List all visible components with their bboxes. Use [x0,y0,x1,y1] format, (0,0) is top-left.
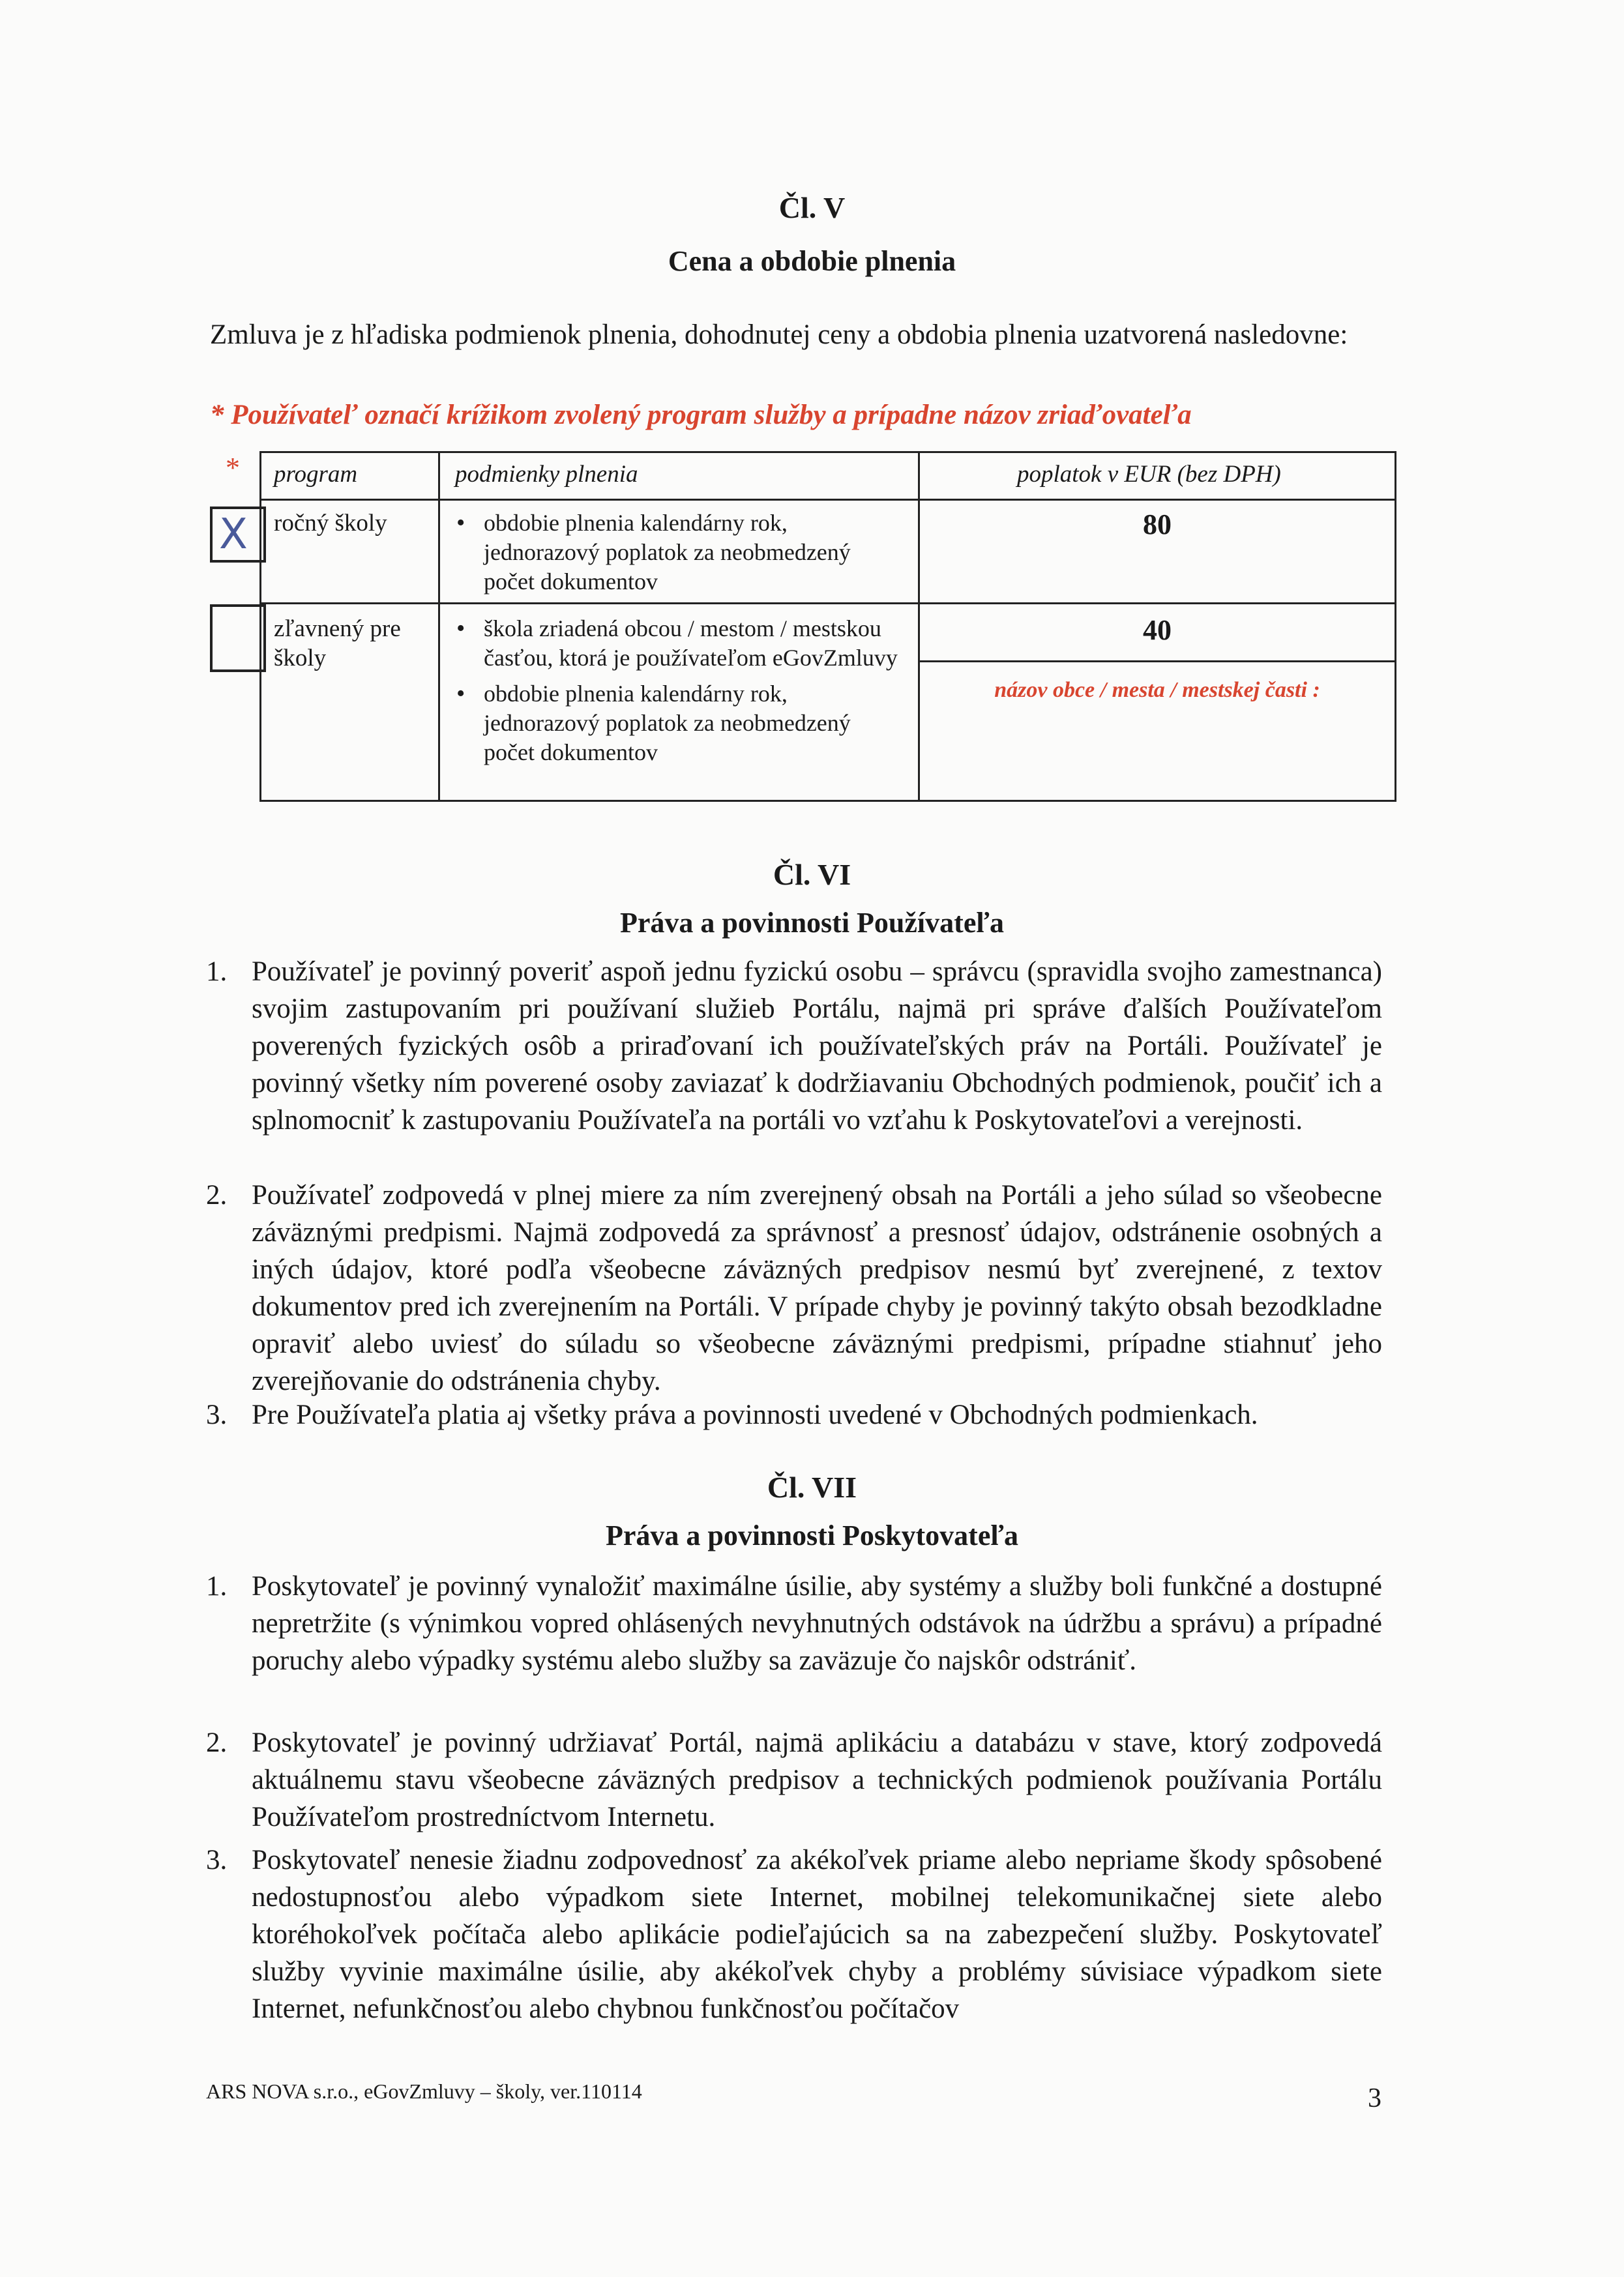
selection-note: * Používateľ označí krížikom zvolený program služby a prípadne názov zriaďovateľa [210,400,1192,430]
footer-text: ARS NOVA s.r.o., eGovZmluvy – školy, ver.110114 [206,2079,642,2103]
list-number: 3. [206,1400,228,1430]
provider-duty-item [206,1724,1382,1842]
list-number: 2. [206,1180,228,1211]
list-text: Poskytovateľ nenesie žiadnu zodpovednosť za akékoľvek priame alebo nepriame škody spôsobené nedostupnosťou alebo výpadkom siete Internet, mobilnej telekomunikačnej siete alebo ktoréhokoľvek počítača alebo aplikácie podieľajúcich sa na zabezpečení služby. Poskytovateľ služby vyvinie maximálne úsilie, aby akékoľvek chyby a problémy súvisiace výpadkom siete Internet, nefunkčnosťou alebo chybnou funkčnosťou počítačov [252,1845,1382,2024]
user-duty-item [206,953,1382,1175]
article-7-title: Práva a povinnosti Poskytovateľa [606,1520,1018,1551]
list-text: Používateľ zodpovedá v plnej miere za ním zverejnený obsah na Portáli a jeho súlad so všeobecne záväznými predpismi. Najmä zodpovedá za správnosť a presnosť údajov, odstránenie osobných a iných údajov, ktoré podľa všeobecne záväzných predpisov nesmú byť zverejnené, z textov dokumentov pred ich zverejnením na Portáli. V prípade chyby je povinný takýto obsah bezodkladne opraviť alebo uviesť do súladu so všeobecne záväznými predpismi, prípadne stiahnuť jeho zverejňovanie do odstránenia chyby. [252,1180,1382,1396]
program-table [0,0,1624,847]
page-number: 3 [1368,2083,1381,2113]
list-text: Poskytovateľ je povinný udržiavať Portál, najmä aplikáciu a databázu v stave, ktorý zodpovedá aktuálnemu stavu všeobecne záväzných predpisov a technických podmienok používania Portálu Používateľom prostredníctvom Internetu. [252,1727,1382,1832]
provider-duty-item [206,1842,1382,2037]
checkbox-x-mark: X [219,510,248,559]
article-6-number: Čl. VI [773,858,851,891]
municipality-name-field[interactable]: názov obce / mesta / mestskej časti : [994,678,1320,702]
condition-item: • obdobie plnenia kalendárny rok, jednorazový poplatok za neobmedzený počet dokumentov [455,508,905,596]
table-star: * [226,452,240,484]
list-text: Používateľ je povinný poveriť aspoň jednu fyzickú osobu – správcu (spravidla svojho zamestnanca) svojim zastupovaním pri používaní služieb Portálu, najmä pri správe ďalších Používateľom poverených fyzických osôb a priraďovaní ich používateľských práv na Portáli. Používateľ je povinný všetky ním poverené osoby zaviazať k dodržiavaniu Obchodných podmienok, poučiť ich a splnomocniť k zastupovaniu Používateľa na portáli vo vzťahu k Poskytovateľovi a verejnosti. [252,956,1382,1136]
intro-paragraph: Zmluva je z hľadiska podmienok plnenia, dohodnutej ceny a obdobia plnenia uzatvorená nasledovne: [210,319,1348,350]
program-annual-label: ročný školy [274,510,387,536]
program-annual-checkbox[interactable] [210,507,266,563]
header-program: program [274,461,358,488]
program-discount-checkbox[interactable] [210,604,266,672]
list-number: 3. [206,1845,228,1875]
list-text: Pre Používateľa platia aj všetky práva a povinnosti uvedené v Obchodných podmienkach. [252,1400,1258,1430]
condition-item: • obdobie plnenia kalendárny rok, jednorazový poplatok za neobmedzený počet dokumentov [455,679,905,767]
program-discount-conditions [455,614,905,774]
program-annual-price: 80 [1143,508,1172,540]
list-number: 2. [206,1727,228,1758]
article-5-title: Cena a obdobie plnenia [668,245,956,277]
article-7-number: Čl. VII [767,1471,857,1504]
list-text: Poskytovateľ je povinný vynaložiť maximálne úsilie, aby systémy a služby boli funkčné a dostupné nepretržite (s výnimkou vopred ohlásených nevyhnutných odstávok na údržbu a správu) a prípadné poruchy alebo výpadky systému alebo služby sa zaväzuje čo najskôr odstrániť. [252,1571,1382,1676]
program-annual-conditions [455,508,905,603]
condition-item: • škola zriadená obcou / mestom / mestskou časťou, ktorá je používateľom eGovZmluvy [455,614,905,673]
user-duty-item [206,1396,1382,1435]
header-conditions: podmienky plnenia [455,461,638,488]
article-5-number: Čl. V [778,191,846,224]
provider-duty-item [206,1568,1382,1724]
list-number: 1. [206,1571,228,1602]
program-discount-price: 40 [1143,614,1172,646]
header-fee: poplatok v EUR (bez DPH) [1017,461,1281,488]
article-6-title: Práva a povinnosti Používateľa [620,907,1004,939]
list-number: 1. [206,956,228,987]
program-discount-label: zľavnený pre školy [274,615,401,671]
